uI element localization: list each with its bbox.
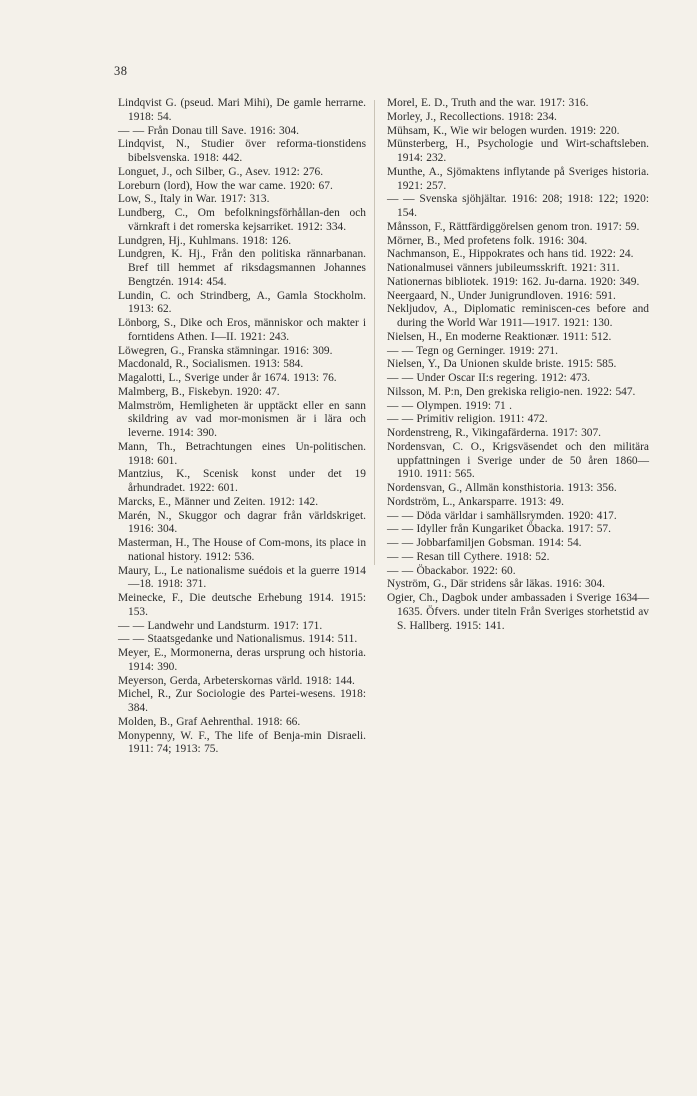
index-entry: — — Öbackabor. 1922: 60. xyxy=(387,564,516,577)
index-entry: Nationernas bibliotek. 1919: 162. Ju-darna. 1920: 349. xyxy=(387,275,640,288)
index-entry: Michel, R., Zur Sociologie des Partei-wesens. 1918: 384. xyxy=(118,688,366,714)
left-column xyxy=(118,97,366,757)
index-entry: Maury, L., Le nationalisme suédois et la guerre 1914—18. 1918: 371. xyxy=(118,564,366,591)
index-entry: — — Idyller från Kungariket Öbacka. 1917: 57. xyxy=(387,523,611,536)
index-entry: — — Under Oscar II:s regering. 1912: 473. xyxy=(387,372,591,384)
index-entry: — — Primitiv religion. 1911: 472. xyxy=(387,413,548,426)
index-entry: Loreburn (lord), How the war came. 1920: 67. xyxy=(118,179,333,192)
index-entry: Morel, E. D., Truth and the war. 1917: 316. xyxy=(387,97,589,109)
index-entry: Münsterberg, H., Psychologie und Wirt-schaftsleben. 1914: 232. xyxy=(387,138,649,164)
index-entry: Magalotti, L., Sverige under år 1674. 1913: 76. xyxy=(118,372,337,384)
column-divider xyxy=(374,100,375,565)
index-entry: Meinecke, F., Die deutsche Erhebung 1914. 1915: 153. xyxy=(118,592,366,618)
index-entry: Nationalmusei vänners jubileumsskrift. 1921: 311. xyxy=(387,262,620,274)
index-entry: Masterman, H., The House of Com-mons, its place in national history. 1912: 536. xyxy=(118,537,367,563)
index-entry: Mörner, B., Med profetens folk. 1916: 304. xyxy=(387,234,588,247)
index-entry: Nyström, G., Där stridens sår läkas. 1916: 304. xyxy=(387,578,605,591)
index-entry: — — Från Donau till Save. 1916: 304. xyxy=(118,124,299,137)
index-entry: Lundgren, Hj., Kuhlmans. 1918: 126. xyxy=(118,234,292,247)
index-entry: Lönborg, S., Dike och Eros, människor och makter i forntidens Athen. I—II. 1921: 243. xyxy=(118,317,366,343)
index-entry: Lundgren, K. Hj., Från den politiska rännarbanan. Bref till hemmet af riksdagsmannen Johannes Bengtzén. 1914: 454. xyxy=(118,248,366,288)
index-entry: — — Landwehr und Landsturm. 1917: 171. xyxy=(118,619,323,632)
index-entry: Malmström, Hemligheten är upptäckt eller en sann skildring av vad mor-monismen är i lära och leverne. 1914: 390. xyxy=(118,399,366,439)
index-entry: Lindqvist, N., Studier över reforma-tionstidens bibelsvenska. 1918: 442. xyxy=(118,138,366,164)
index-entry: — — Staatsgedanke und Nationalismus. 1914: 511. xyxy=(118,633,358,646)
index-entry: Morley, J., Recollections. 1918: 234. xyxy=(387,110,557,123)
index-entry: Longuet, J., och Silber, G., Asev. 1912: 276. xyxy=(118,165,324,178)
index-entry: Nordström, L., Ankarsparre. 1913: 49. xyxy=(387,495,564,508)
index-entry: — — Döda världar i samhällsrymden. 1920: 417. xyxy=(387,509,617,522)
index-entry: Malmberg, B., Fiskebyn. 1920: 47. xyxy=(118,385,280,398)
index-entry: Mühsam, K., Wie wir belogen wurden. 1919: 220. xyxy=(387,124,620,137)
index-entry: Lundin, C. och Strindberg, A., Gamla Stockholm. 1913: 62. xyxy=(118,289,366,316)
index-entry: Low, S., Italy in War. 1917: 313. xyxy=(118,193,270,206)
index-entry: Meyerson, Gerda, Arbeterskornas värld. 1918: 144. xyxy=(118,674,355,687)
index-entry: Ogier, Ch., Dagbok under ambassaden i Sverige 1634—1635. Öfvers. under titeln Från Sveriges storhetstid av S. Hallberg. 1915: 141. xyxy=(387,592,649,632)
index-entry: Mantzius, K., Scenisk konst under det 19 århundradet. 1922: 601. xyxy=(118,468,366,494)
index-entry: Löwegren, G., Franska stämningar. 1916: 309. xyxy=(118,344,333,357)
page-number: 38 xyxy=(114,64,128,78)
index-entry: — — Jobbarfamiljen Gobsman. 1914: 54. xyxy=(387,537,582,549)
index-entry: Nilsson, M. P:n, Den grekiska religio-nen. 1922: 547. xyxy=(387,385,636,398)
index-entry: Nielsen, H., En moderne Reaktionær. 1911: 512. xyxy=(387,330,612,343)
index-entry: Lundberg, C., Om befolkningsförhållan-den och värnkraft i det romerska kejsarriket. 1912: 334. xyxy=(118,207,366,233)
index-entry: Monypenny, W. F., The life of Benja-min Disraeli. 1911: 74; 1913: 75. xyxy=(118,729,366,756)
index-entry: Neergaard, N., Under Junigrundloven. 1916: 591. xyxy=(387,289,616,302)
index-entry: Nordensvan, G., Allmän konsthistoria. 1913: 356. xyxy=(387,482,617,494)
index-entry: — — Olympen. 1919: 71 . xyxy=(387,399,512,412)
index-entry: — — Tegn og Gerninger. 1919: 271. xyxy=(387,344,558,357)
index-entry: Meyer, E., Mormonerna, deras ursprung och historia. 1914: 390. xyxy=(118,647,366,673)
index-entry: Nordenstreng, R., Vikingafärderna. 1917: 307. xyxy=(387,427,601,439)
index-entry: Månsson, F., Rättfärdiggörelsen genom tron. 1917: 59. xyxy=(387,220,640,233)
index-entry: Nordensvan, C. O., Krigsväsendet och den militära uppfattningen i Sverige under de 50 åren 1860—1910. 1911: 565. xyxy=(387,440,649,481)
index-entry: Macdonald, R., Socialismen. 1913: 584. xyxy=(118,358,304,371)
index-entry: Nielsen, Y., Da Unionen skulde briste. 1915: 585. xyxy=(387,358,617,371)
right-column xyxy=(387,97,649,633)
index-entry: — — Resan till Cythere. 1918: 52. xyxy=(387,550,550,563)
index-entry: Nachmanson, E., Hippokrates och hans tid. 1922: 24. xyxy=(387,248,634,261)
index-entry: Molden, B., Graf Aehrenthal. 1918: 66. xyxy=(118,715,301,728)
index-entry: Munthe, A., Sjömaktens inflytande på Sveriges historia. 1921: 257. xyxy=(387,165,649,192)
index-entry: Marcks, E., Männer und Zeiten. 1912: 142. xyxy=(118,495,319,508)
index-entry: — — Svenska sjöhjältar. 1916: 208; 1918: 122; 1920: 154. xyxy=(387,193,649,219)
index-entry: Marén, N., Skuggor och dagrar från världskriget. 1916: 304. xyxy=(118,509,366,536)
index-entry: Nekljudov, A., Diplomatic reminiscen-ces before and during the World War 1911—1917. 1921: 130. xyxy=(387,303,649,329)
index-entry: Mann, Th., Betrachtungen eines Un-politischen. 1918: 601. xyxy=(118,440,366,467)
index-entry: Lindqvist G. (pseud. Mari Mihi), De gamle herrarne. 1918: 54. xyxy=(118,97,366,123)
